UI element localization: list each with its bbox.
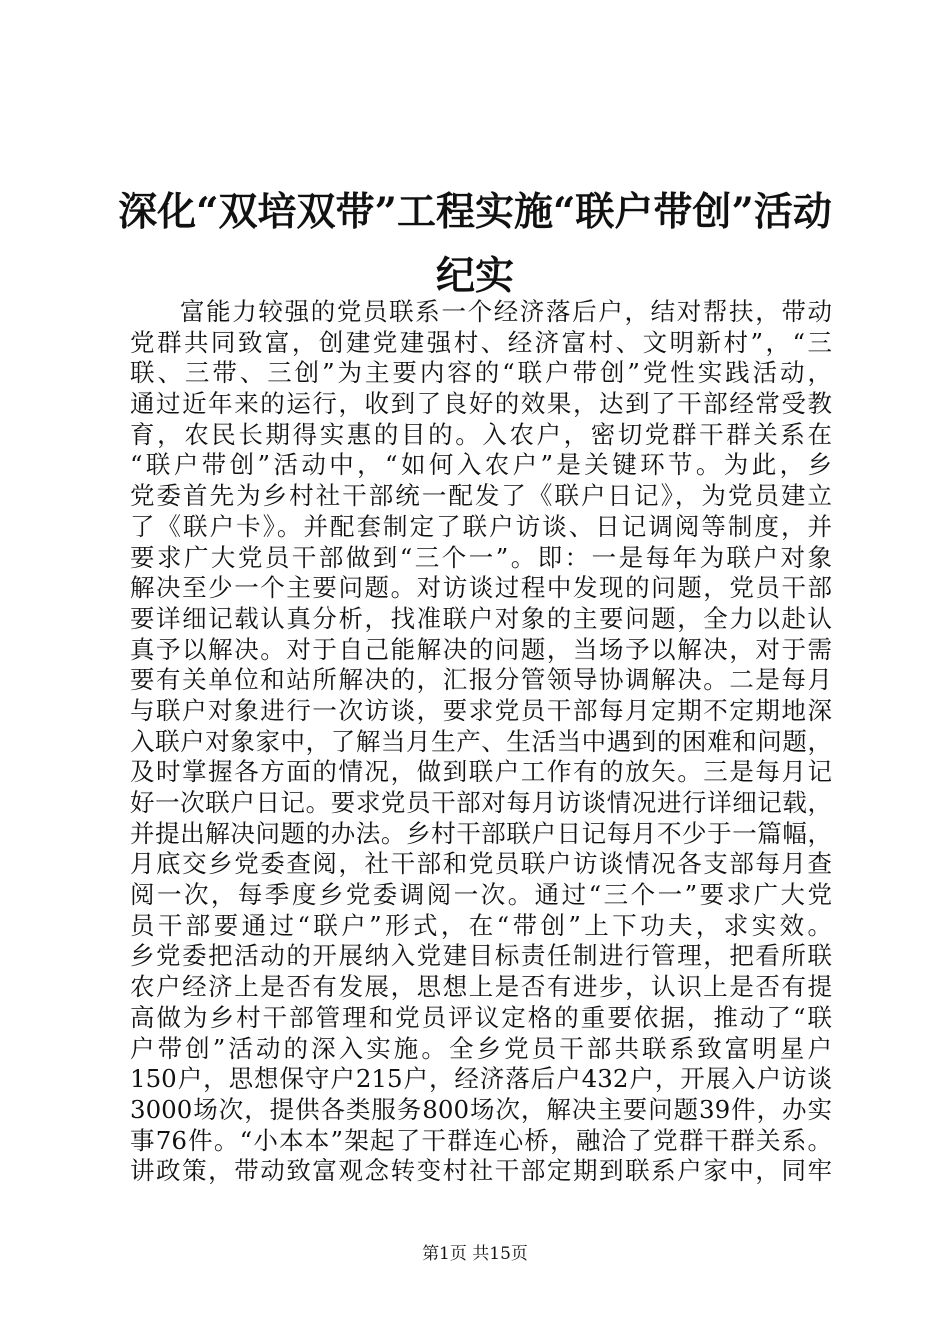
title-line: 深化“双培双带”工程实施“联户带创”活动 bbox=[118, 189, 832, 235]
body-line: 高做为乡村干部管理和党员评议定格的重要依据，推动了“联 bbox=[130, 1002, 832, 1032]
body-line: 好一次联户日记。要求党员干部对每月访谈情况进行详细记载， bbox=[130, 788, 832, 817]
body-line: 要详细记载认真分析，找准联户对象的主要问题，全力以赴认 bbox=[130, 603, 832, 633]
body-line: 及时掌握各方面的情况，做到联户工作有的放矢。三是每月记 bbox=[130, 757, 832, 787]
body-line: 员干部要通过“联户”形式，在“带创”上下功夫，求实效。 bbox=[130, 910, 832, 940]
body-line: 入联户对象家中，了解当月生产、生活当中遇到的困难和问题， bbox=[130, 726, 832, 756]
body-line: 阅一次，每季度乡党委调阅一次。通过“三个一”要求广大党 bbox=[130, 880, 832, 910]
body-line: 农户经济上是否有发展，思想上是否有进步，认识上是否有提 bbox=[130, 972, 832, 1002]
body-line: 富能力较强的党员联系一个经济落后户，结对帮扶，带动 bbox=[180, 297, 832, 326]
body-line: 通过近年来的运行，收到了良好的效果，达到了干部经常受教 bbox=[130, 389, 832, 419]
body-line: 联、三带、三创”为主要内容的“联户带创”党性实践活动， bbox=[130, 358, 832, 388]
body-line: 户带创”活动的深入实施。全乡党员干部共联系致富明星户 bbox=[130, 1033, 832, 1063]
body-line: 了《联户卡》。并配套制定了联户访谈、日记调阅等制度，并 bbox=[130, 511, 832, 541]
body-line: 要有关单位和站所解决的，汇报分管领导协调解决。二是每月 bbox=[130, 665, 832, 695]
body-line: 要求广大党员干部做到“三个一”。即：一是每年为联户对象 bbox=[130, 542, 832, 572]
title-line: 纪实 bbox=[435, 253, 514, 299]
page-number-footer: 第1页 共15页 bbox=[422, 1244, 528, 1264]
body-line: 3000场次，提供各类服务800场次，解决主要问题39件，办实 bbox=[130, 1094, 832, 1124]
body-line: 月底交乡党委查阅，社干部和党员联户访谈情况各支部每月查 bbox=[130, 849, 832, 879]
body-line: 党群共同致富，创建党建强村、经济富村、文明新村”，“三 bbox=[130, 327, 832, 357]
body-line: 党委首先为乡村社干部统一配发了《联户日记》，为党员建立 bbox=[130, 481, 832, 511]
body-line: 并提出解决问题的办法。乡村干部联户日记每月不少于一篇幅， bbox=[130, 818, 832, 848]
body-line: 解决至少一个主要问题。对访谈过程中发现的问题，党员干部 bbox=[130, 573, 832, 603]
document-title bbox=[100, 180, 850, 308]
body-line: 育，农民长期得实惠的目的。入农户，密切党群干群关系在 bbox=[130, 419, 832, 449]
body-line: 真予以解决。对于自己能解决的问题，当场予以解决，对于需 bbox=[130, 634, 832, 664]
body-line: “联户带创”活动中，“如何入农户”是关键环节。为此，乡 bbox=[130, 450, 832, 480]
body-line: 与联户对象进行一次访谈，要求党员干部每月定期不定期地深 bbox=[130, 695, 832, 725]
body-paragraph bbox=[130, 297, 832, 1187]
body-line: 乡党委把活动的开展纳入党建目标责任制进行管理，把看所联 bbox=[130, 941, 832, 971]
body-line: 讲政策，带动致富观念转变村社干部定期到联系户家中，同牢 bbox=[130, 1156, 832, 1186]
body-line: 150户，思想保守户215户，经济落后户432户，开展入户访谈 bbox=[130, 1064, 832, 1094]
body-line: 事76件。“小本本”架起了干群连心桥，融洽了党群干群关系。 bbox=[130, 1125, 832, 1155]
